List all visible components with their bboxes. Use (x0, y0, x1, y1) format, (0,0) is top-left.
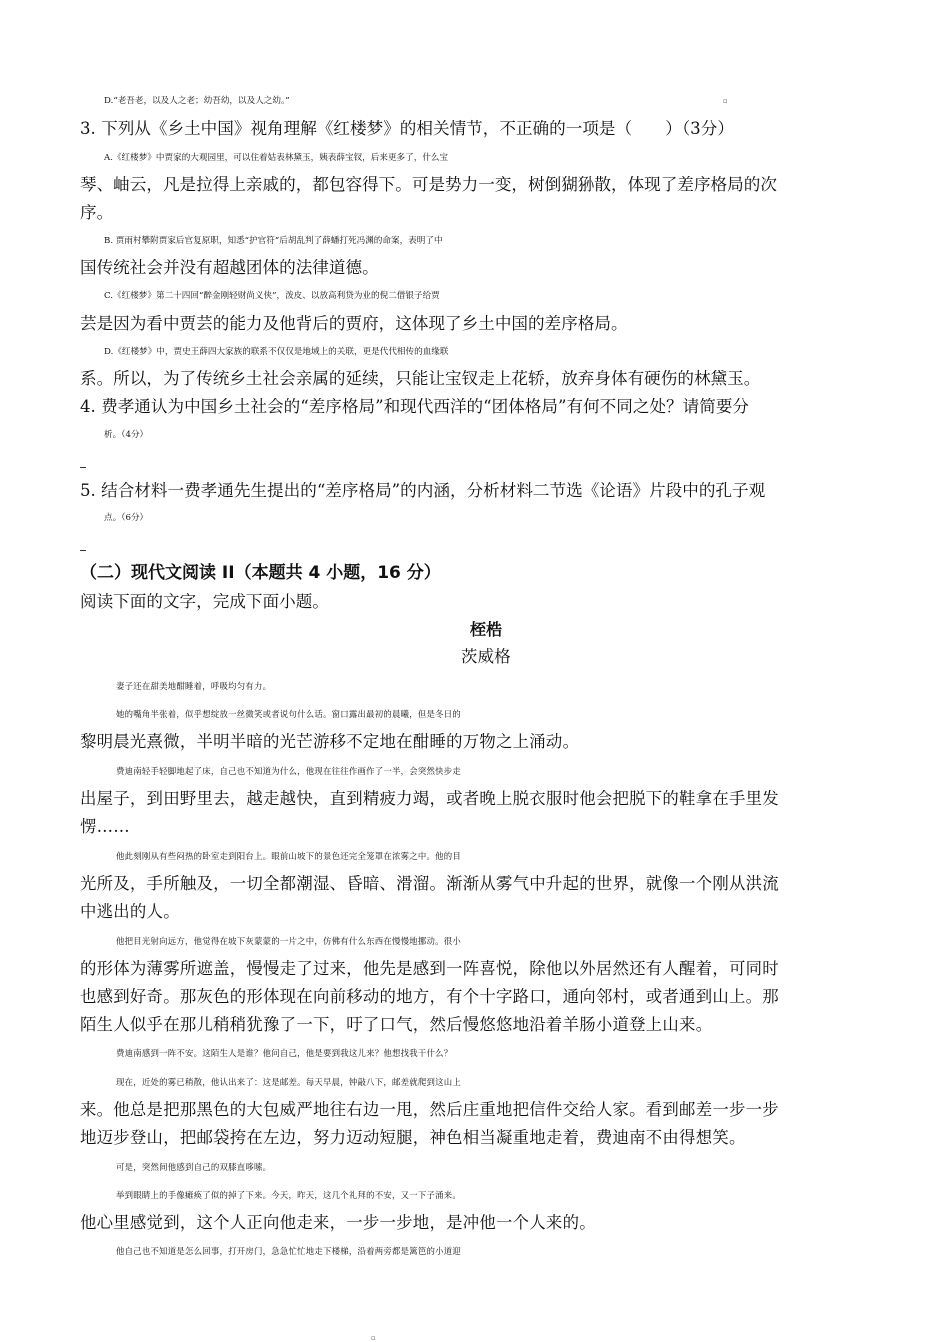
story-line: 也感到好奇。那灰色的形体现在向前移动的地方，有个十字路口，通向邻村，或者通到山上。那 (80, 987, 779, 1006)
story-line: 举到眼睛上的手像瘫痪了似的掉了下来。今天，昨天，这几个礼拜的不安，又一下子涌来。 (116, 1190, 461, 1200)
q5-line-1: 5. 结合材料一费孝通先生提出的“差序格局”的内涵，分析材料二节选《论语》片段中的孔子观 (80, 481, 766, 500)
q5-line-2: 点。（6分） (104, 513, 149, 523)
story-line: 地迈步登山，把邮袋挎在左边，努力迈动短腿，神色相当凝重地走着，费迪南不由得想笑。 (80, 1128, 746, 1147)
story-line: 现在，近处的雾已稍散，他认出来了：这是邮差。每天早晨，钟敲八下，邮差就爬到这山上 (116, 1077, 461, 1087)
scan-dot-mark: ▫ (371, 1334, 376, 1342)
story-line: 他自己也不知道是怎么回事，打开房门，急急忙忙地走下楼梯，沿着两旁都是篱笆的小道迎 (116, 1246, 461, 1256)
story-line: 费迪南轻手轻脚地起了床，自己也不知道为什么，他现在往往作画作了一半，会突然快步走 (116, 766, 461, 776)
answer-space-mark (80, 550, 86, 551)
q3-option-a-line-1: A.《红楼梦》中贾家的大观园里，可以住着姑表林黛玉，姨表薛宝钗，后来更多了，什么宝 (104, 153, 449, 163)
story-line: 他心里感觉到，这个人正向他走来，一步一步地，是冲他一个人来的。 (80, 1213, 596, 1232)
q3-option-c-line-2: 芸是因为看中贾芸的能力及他背后的贾府，这体现了乡土中国的差序格局。 (80, 314, 628, 333)
q3-option-b-line-2: 国传统社会并没有超越团体的法律道德。 (80, 258, 379, 277)
q3-option-d-line-2: 系。所以，为了传统乡土社会亲属的延续，只能让宝钗走上花轿，放弃身体有硬伤的林黛玉。 (80, 369, 761, 388)
story-line: 愣…… (80, 817, 130, 836)
story-author: 茨威格 (461, 647, 511, 666)
story-title: 桎梏 (469, 620, 502, 639)
scan-dot-mark: ▫ (723, 97, 728, 105)
story-line: 黎明晨光熹微，半明半暗的光芒游移不定地在酣睡的万物之上涌动。 (80, 732, 580, 751)
q3-option-a-line-3: 序。 (80, 203, 114, 222)
q3-option-c-line-1: C.《红楼梦》第二十四回“醉金刚轻财尚义侠”，泼皮、以放高利贷为业的倪二借银子给贾 (104, 291, 440, 301)
story-line: 光所及，手所触及，一切全都潮湿、昏暗、滑溜。渐渐从雾气中升起的世界，就像一个刚从洪流 (80, 874, 779, 893)
section-heading: （二）现代文阅读 II（本题共 4 小题，16 分） (80, 563, 441, 583)
q4-line-1: 4. 费孝通认为中国乡土社会的“差序格局”和现代西洋的“团体格局”有何不同之处？请简要分 (80, 397, 750, 416)
story-line: 可是，突然间他感到自己的双膝直哆嗦。 (116, 1162, 272, 1172)
answer-space-mark (80, 467, 86, 468)
story-line: 的形体为薄雾所遮盖，慢慢走了过来，他先是感到一阵喜悦，除他以外居然还有人醒着，可同时 (80, 959, 779, 978)
q3-option-b-line-1: B. 贾雨村攀附贾家后官复原职，知悉“护官符”后胡乱判了薛蟠打死冯渊的命案，表明了中 (104, 236, 443, 246)
q3-stem: 3. 下列从《乡土中国》视角理解《红楼梦》的相关情节，不正确的一项是（ ）（3分） (80, 119, 734, 138)
story-line: 中逃出的人。 (80, 902, 180, 921)
story-line: 妻子还在甜美地酣睡着，呼吸均匀有力。 (116, 681, 272, 691)
story-line: 出屋子，到田野里去，越走越快，直到精疲力竭，或者晚上脱衣服时他会把脱下的鞋拿在手里发 (80, 789, 779, 808)
q3-option-d-line-1: D.《红楼梦》中，贾史王薛四大家族的联系不仅仅是地域上的关联，更是代代相传的血缘联 (104, 347, 449, 357)
q4-line-2: 析。（4分） (104, 430, 149, 440)
story-line: 他把目光射向远方，他觉得在坡下灰蒙蒙的一片之中，仿佛有什么东西在慢慢地挪动。很小 (116, 936, 461, 946)
story-line: 她的嘴角半张着，似乎想绽放一丝微笑或者说句什么话。窗口露出最初的晨曦，但是冬日的 (116, 709, 461, 719)
story-line: 陌生人似乎在那儿稍稍犹豫了一下，吁了口气，然后慢悠悠地沿着羊肠小道登上山来。 (80, 1015, 713, 1034)
section-instruction: 阅读下面的文字，完成下面小题。 (80, 592, 329, 611)
story-line: 来。他总是把那黑色的大包威严地往右边一甩，然后庄重地把信件交给人家。看到邮差一步一步 (80, 1100, 779, 1119)
story-line: 他此刻刚从有些闷热的卧室走到阳台上。眼前山坡下的景色还完全笼罩在浓雾之中。他的目 (116, 851, 461, 861)
story-line: 费迪南感到一阵不安。这陌生人是谁？他问自己，他是要到我这儿来？他想找我干什么？ (116, 1048, 453, 1058)
q3-option-a-line-2: 琴、岫云，凡是拉得上亲戚的，都包容得下。可是势力一变，树倒猢狲散，体现了差序格局的次 (80, 175, 777, 194)
q2-option-d: D.“老吾老，以及人之老；幼吾幼，以及人之幼。” (104, 96, 290, 106)
